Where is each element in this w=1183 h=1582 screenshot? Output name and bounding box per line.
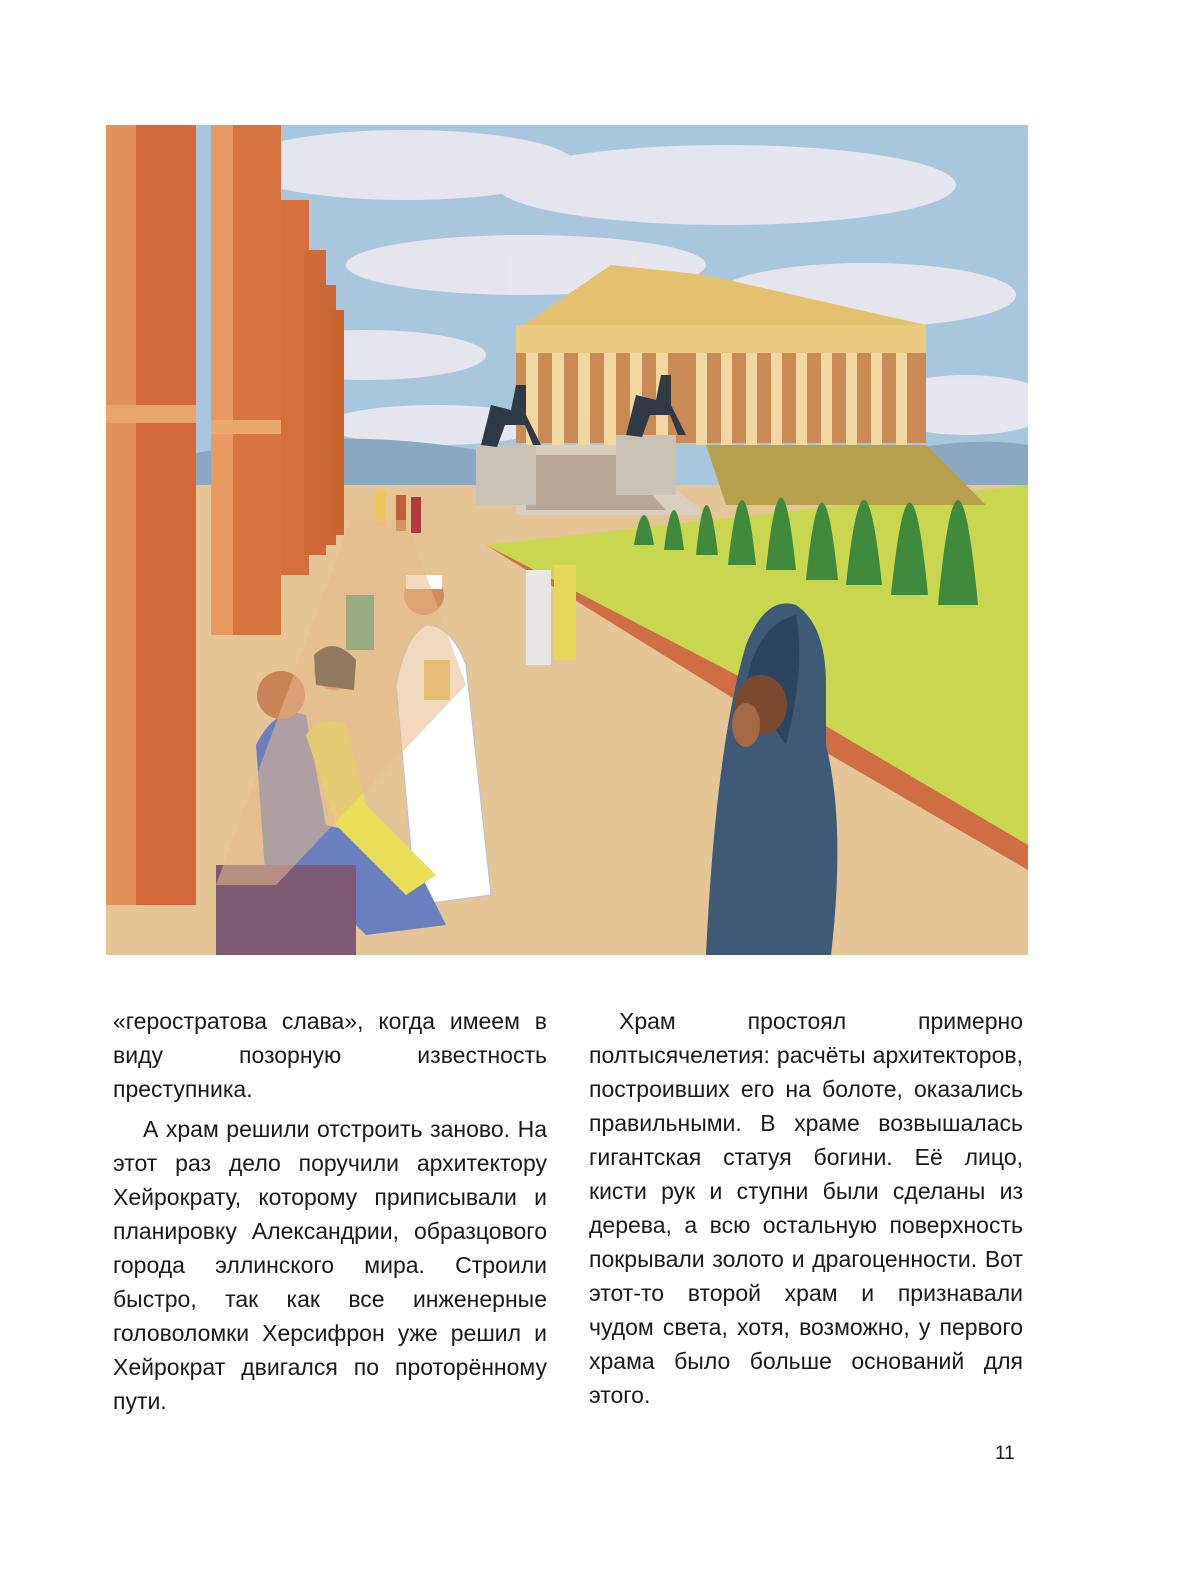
page-number: 11 [995, 1443, 1015, 1464]
left-paragraph-1: «геростратова слава», когда имеем в виду позорную известность преступника. [113, 1008, 547, 1102]
left-paragraph-2: А храм решили отстроить заново. На этот раз дело поручили архитектору Хейрократу, которому приписывали и планировку Александрии, образцового города эллинского мира. Строили быстро, так как все инженерные головоломки Херсифрон уже решил и Хейрократ двигался по проторённому пути. [113, 1116, 547, 1414]
right-paragraph-1: Храм простоял примерно полтысячелетия: расчёты архитекторов, построивших его на болоте, оказались правильными. В храме возвышалась гигантская статуя богини. Её лицо, кисти рук и ступни были сделаны из дерева, а всю остальную поверхность покрывали золото и драгоценности. Вот этот-то второй храм и признавали чудом света, хотя, возможно, у первого храма было больше оснований для этого. [589, 1008, 1023, 1408]
right-column [589, 1004, 1023, 1418]
temple-illustration [106, 125, 1028, 955]
left-column [113, 1004, 547, 1418]
